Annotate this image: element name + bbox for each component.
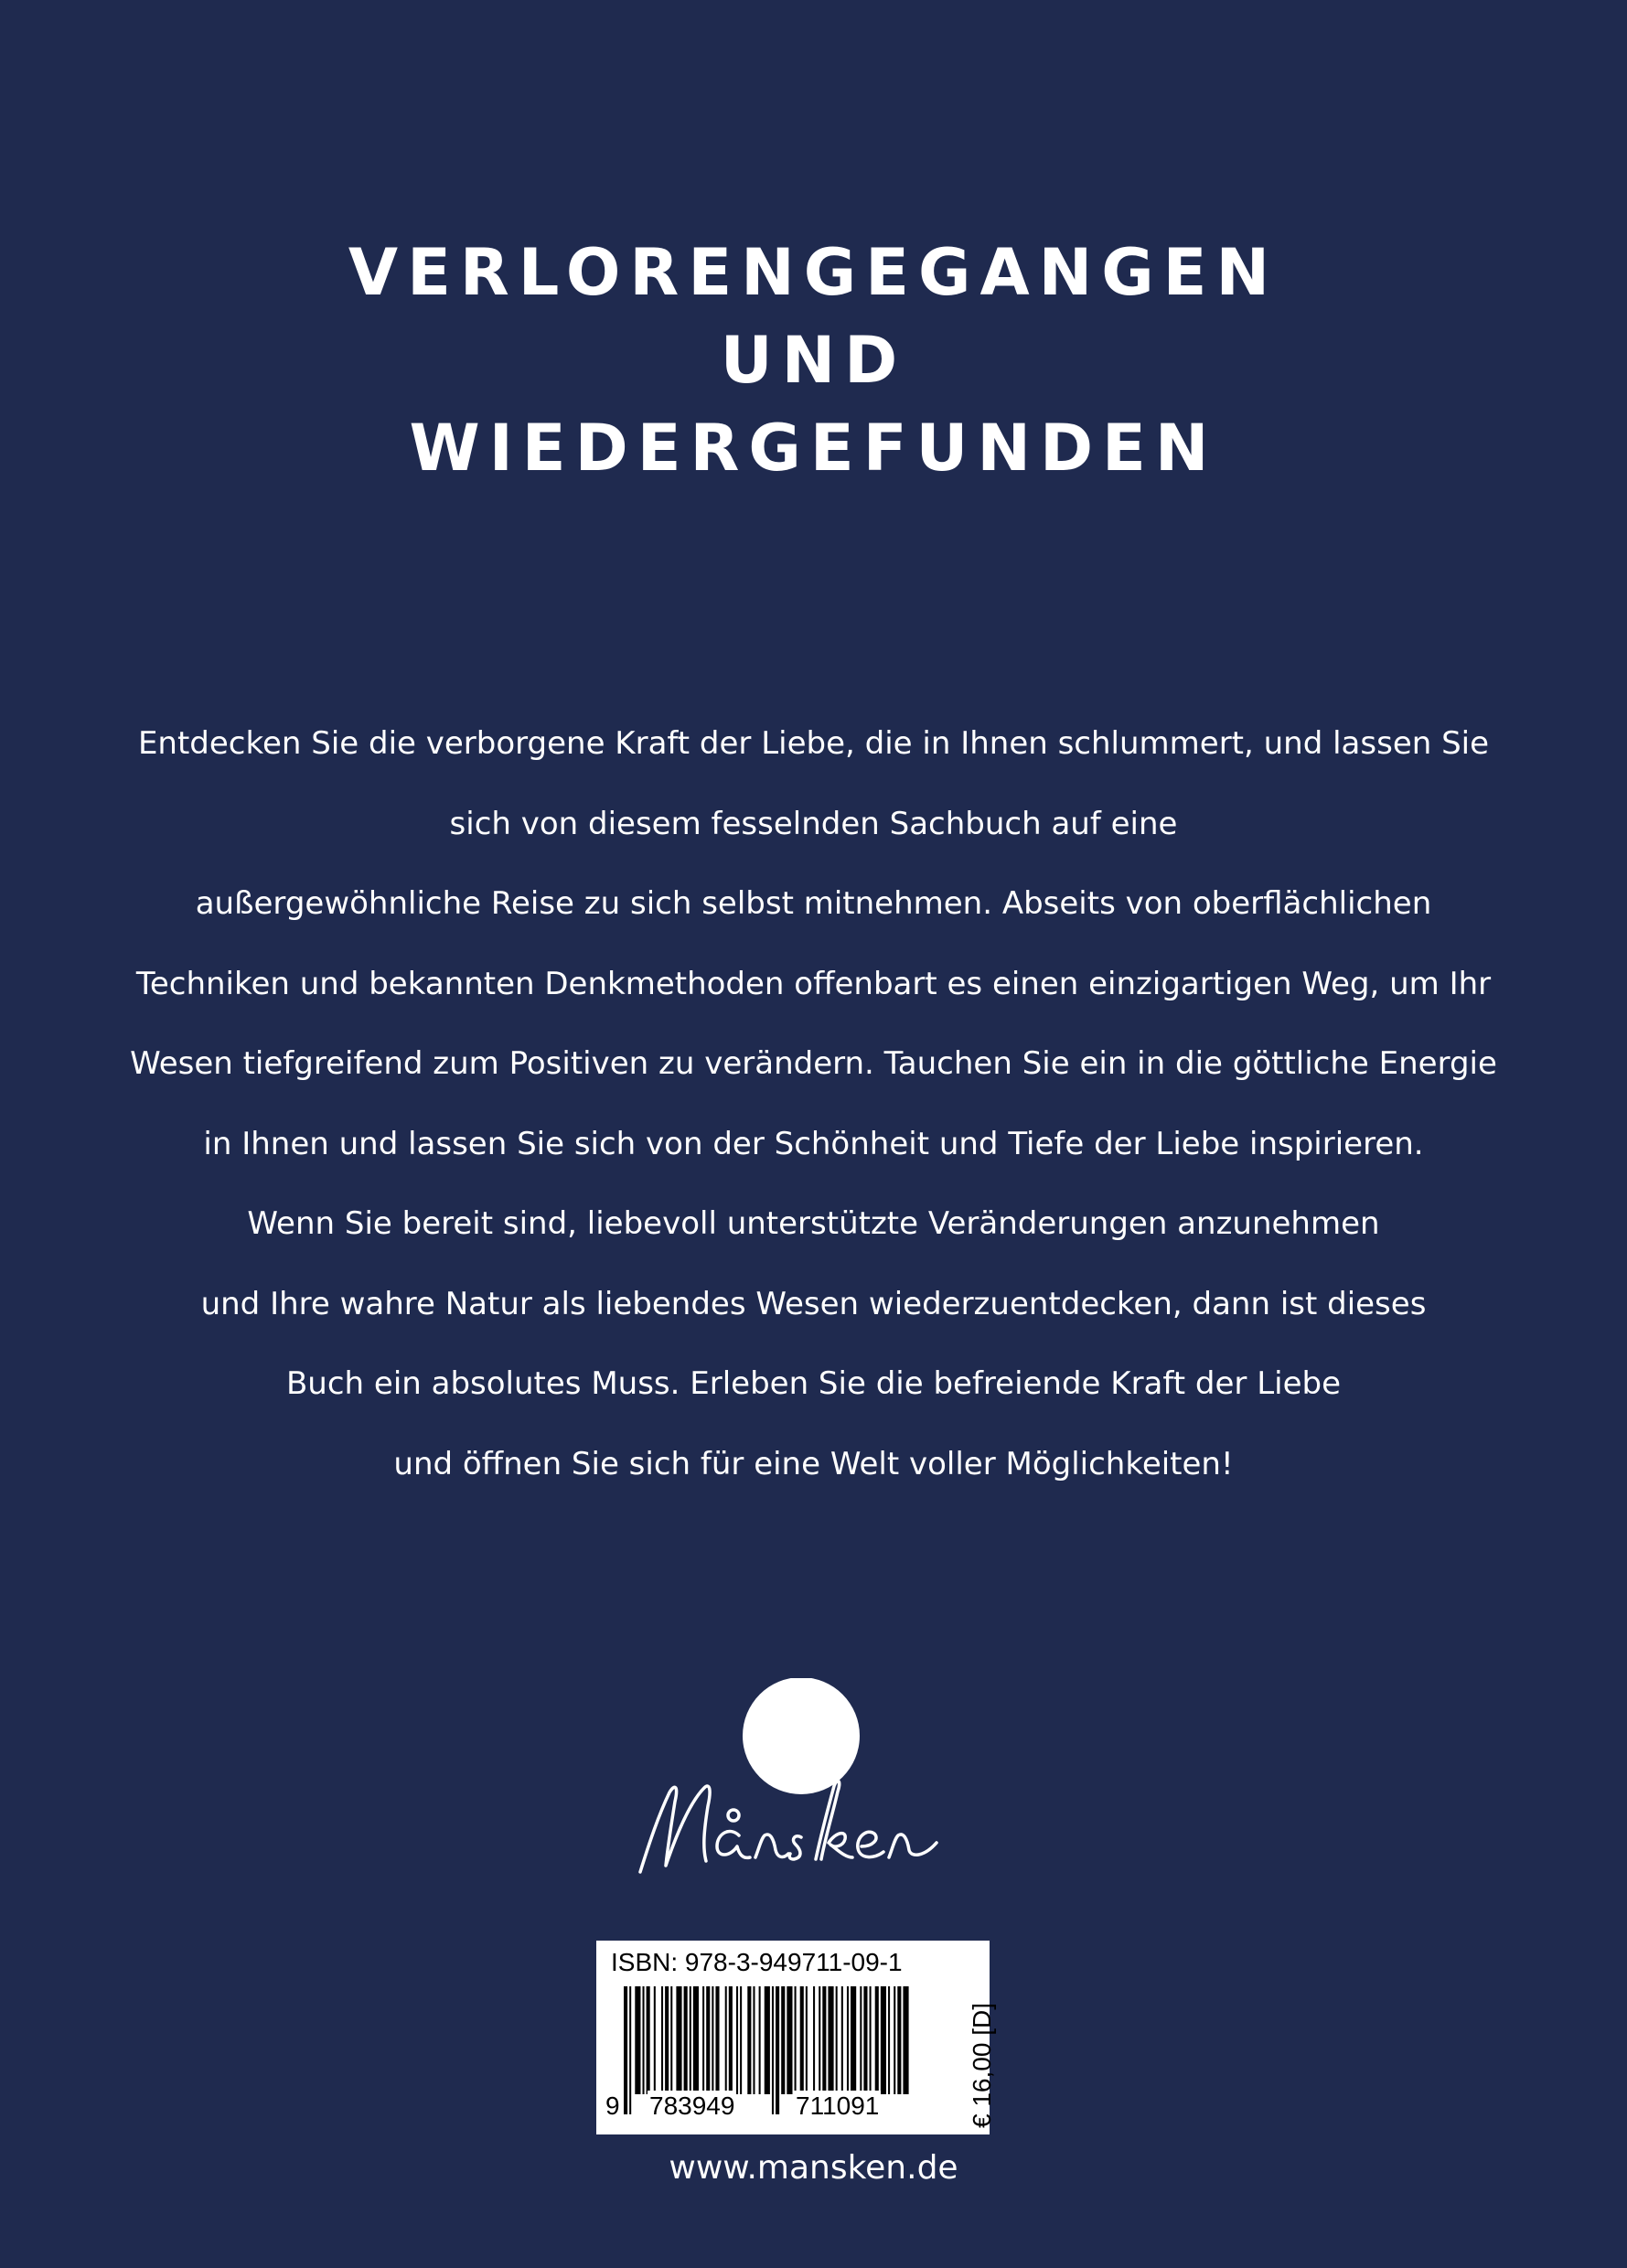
barcode-bar <box>690 1986 691 2094</box>
barcode-bar <box>894 1986 895 2094</box>
title-line-1: VERLORENGEGANGEN <box>348 235 1279 310</box>
blurb-line: sich von diesem fesselnden Sachbuch auf eine <box>449 805 1178 842</box>
barcode-bar <box>647 1986 650 2094</box>
barcode-bar <box>863 1986 867 2094</box>
barcode-bar <box>747 1986 751 2094</box>
barcode-bar <box>661 1986 663 2094</box>
barcode-bar <box>897 1986 901 2094</box>
barcode-bar <box>684 1986 688 2094</box>
barcode-bar <box>795 1986 797 2094</box>
barcode-bar <box>800 1986 804 2094</box>
barcode-bar <box>654 1986 656 2094</box>
barcode-bar <box>841 1986 843 2094</box>
moon-logo-icon <box>622 1678 1006 1888</box>
barcode-bar <box>881 1986 886 2094</box>
barcode-bar <box>706 1986 710 2094</box>
barcode-bar <box>822 1986 826 2094</box>
blurb-line: Wesen tiefgreifend zum Positiven zu verändern. Tauchen Sie ein in die göttliche Energie <box>130 1045 1497 1082</box>
barcode-bar <box>828 1986 833 2094</box>
blurb-line: Entdecken Sie die verborgene Kraft der Liebe, die in Ihnen schlummert, und lassen Sie <box>137 725 1490 762</box>
blurb-line: außergewöhnliche Reise zu sich selbst mitnehmen. Abseits von oberflächlichen <box>195 885 1432 922</box>
barcode-bar <box>693 1986 699 2094</box>
blurb-line: und öffnen Sie sich für eine Welt voller Möglichkeiten! <box>393 1445 1234 1482</box>
barcode-bar <box>781 1986 785 2094</box>
barcode-bar <box>847 1986 849 2094</box>
barcode-bar <box>776 1986 779 2114</box>
barcode-bar <box>643 1986 645 2094</box>
barcode-bar <box>759 1986 761 2094</box>
book-blurb <box>101 704 1526 1504</box>
price-label-container <box>935 1959 996 2128</box>
barcode-bar <box>702 1986 704 2094</box>
price-label: € 16,00 [D] <box>968 2003 996 2128</box>
barcode-bar <box>665 1986 669 2094</box>
blurb-line: Buch ein absolutes Muss. Erleben Sie die befreiende Kraft der Liebe <box>285 1365 1341 1402</box>
barcode-bar <box>772 1986 774 2114</box>
isbn-barcode-box <box>596 1941 996 2134</box>
barcode-bar <box>787 1986 792 2094</box>
barcode-bar <box>676 1986 681 2094</box>
barcode-bar <box>725 1986 727 2094</box>
barcode-bar <box>740 1986 742 2094</box>
barcode-bar <box>851 1986 856 2094</box>
blurb-line: Wenn Sie bereit sind, liebevoll unterstützte Veränderungen anzunehmen <box>247 1205 1380 1242</box>
barcode-bar <box>860 1986 862 2094</box>
barcode-bar <box>753 1986 755 2094</box>
barcode-bar <box>635 1986 640 2094</box>
barcode-digits-group-1: 783949 <box>649 2091 735 2120</box>
blurb-line: und Ihre wahre Natur als liebendes Wesen wiederzuentdecken, dann ist dieses <box>200 1285 1427 1322</box>
barcode-bar <box>736 1986 738 2094</box>
barcode-bar <box>813 1986 815 2094</box>
barcode-bar <box>806 1986 808 2094</box>
blurb-line: in Ihnen und lassen Sie sich von der Schönheit und Tiefe der Liebe inspirieren. <box>203 1125 1424 1162</box>
isbn-label: ISBN: 978-3-949711-09-1 <box>611 1948 903 1976</box>
title-line-3: WIEDERGEFUNDEN <box>409 411 1218 486</box>
website-url: www.mansken.de <box>669 2149 958 2187</box>
barcode-bar <box>888 1986 890 2094</box>
publisher-logo <box>622 1678 1006 1888</box>
barcode-bar <box>903 1986 908 2094</box>
barcode-bar <box>870 1986 872 2094</box>
barcode-bar <box>836 1986 838 2094</box>
barcode-bar <box>729 1986 733 2094</box>
blurb-line: Techniken und bekannten Denkmethoden offenbart es einen einzigartigen Weg, um Ihr <box>135 965 1492 1002</box>
barcode-digit-first: 9 <box>605 2091 620 2120</box>
barcode-bar <box>624 1986 627 2114</box>
barcode-bar <box>875 1986 879 2094</box>
title-line-2: UND <box>720 323 907 398</box>
barcode-bar <box>712 1986 713 2094</box>
barcode-bar <box>629 1986 631 2114</box>
book-title <box>0 229 1627 492</box>
barcode-digits-group-2: 711091 <box>796 2091 880 2120</box>
barcode-bar <box>715 1986 719 2094</box>
barcode-bar <box>819 1986 820 2094</box>
barcode-bar <box>765 1986 770 2094</box>
barcode-bar <box>670 1986 672 2094</box>
